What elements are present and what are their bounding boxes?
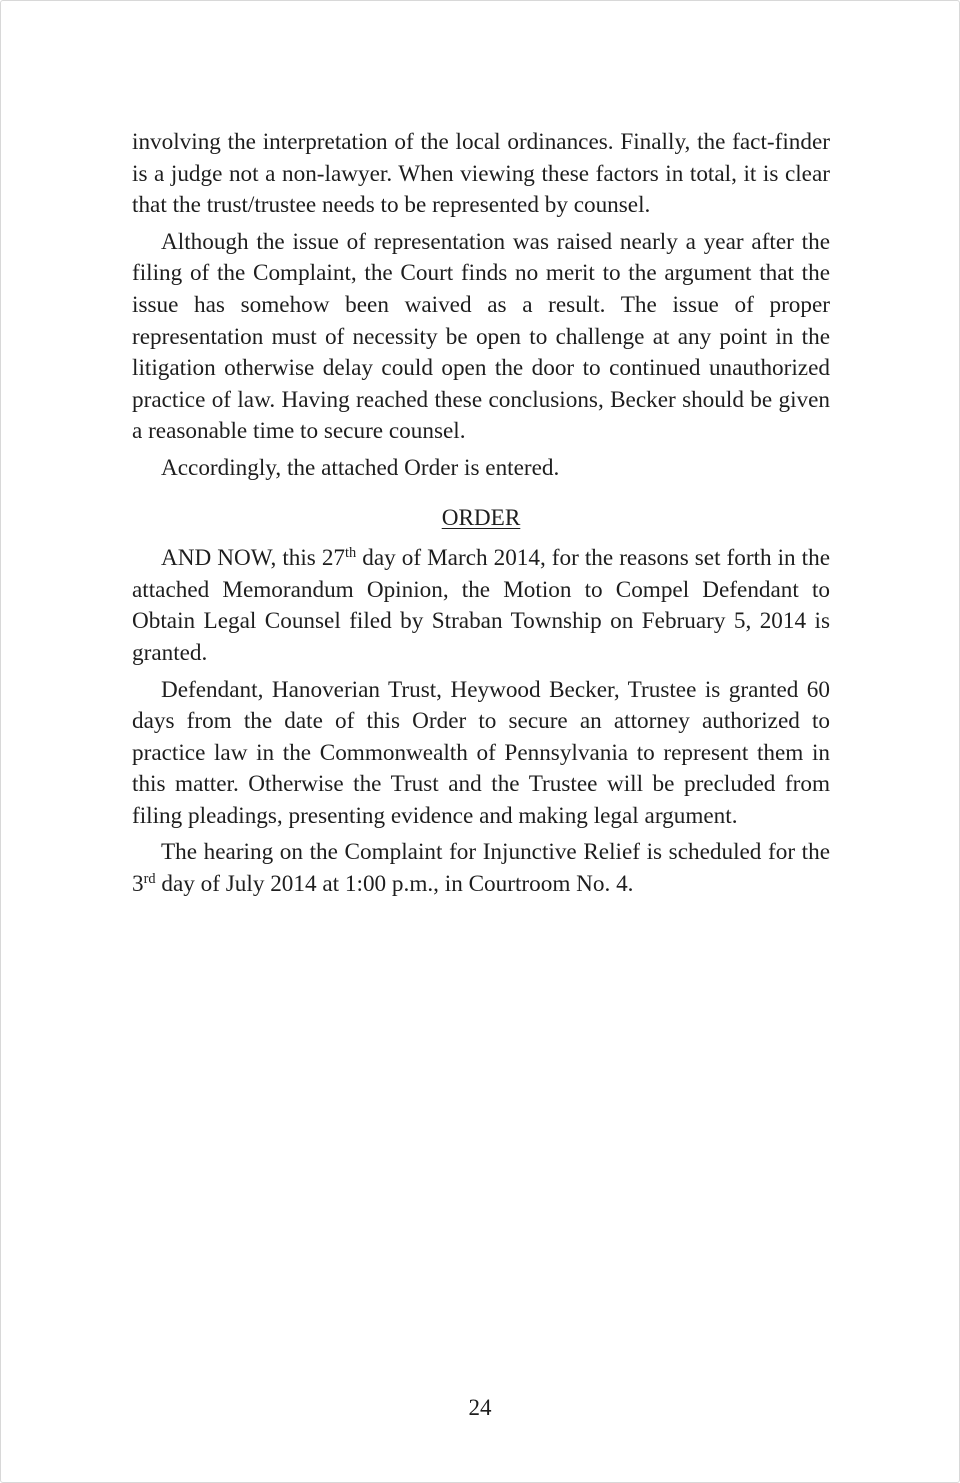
order-paragraph-1 [132,543,830,669]
paragraph-accordingly: Accordingly, the attached Order is entered. [161,454,560,481]
order-paragraph-3-text: The hearing on the Complaint for Injunctive Relief is scheduled for the 3 [132,839,830,898]
order-paragraph-2: Defendant, Hanoverian Trust, Heywood Becker, Trustee is granted 60 days from the date of this Order to secure an attorney authorized to practice law in the Commonwealth of Pennsylvania to represent them in this matter. Otherwise the Trust and the Trustee will be precluded from filing pleadings, presenting evidence and making legal argument. [132,676,830,829]
body-text [132,127,830,901]
page-number: 24 [468,1395,492,1420]
order-paragraph-1-text: AND NOW, this 27 [161,545,346,572]
order-heading: ORDER [441,504,521,531]
order-paragraph-3 [132,837,830,900]
order-paragraph-1-text-rest: day of March 2014, for the reasons set forth in the attached Memorandum Opinion, the Motion to Compel Defendant to Obtain Legal Counsel filed by Straban Township on February 5, 2014 is granted. [132,545,830,666]
ordinal-suffix: th [345,545,357,562]
paragraph-representation: Although the issue of representation was raised nearly a year after the filing of the Complaint, the Court finds no merit to the argument that the issue has somehow been waived as a result. The issue of proper representation must of necessity be open to challenge at any point in the litigation otherwise delay could open the door to continued unauthorized practice of law. Having reached these conclusions, Becker should be given a reasonable time to secure counsel. [132,228,830,445]
order-paragraph-3-text-rest: day of July 2014 at 1:00 p.m., in Courtroom No. 4. [155,871,634,898]
ordinal-suffix: rd [143,871,156,888]
paragraph-continued: involving the interpretation of the local ordinances. Finally, the fact-finder is a judge not a non-lawyer. When viewing these factors in total, it is clear that the trust/trustee needs to be represented by counsel. [132,129,830,219]
